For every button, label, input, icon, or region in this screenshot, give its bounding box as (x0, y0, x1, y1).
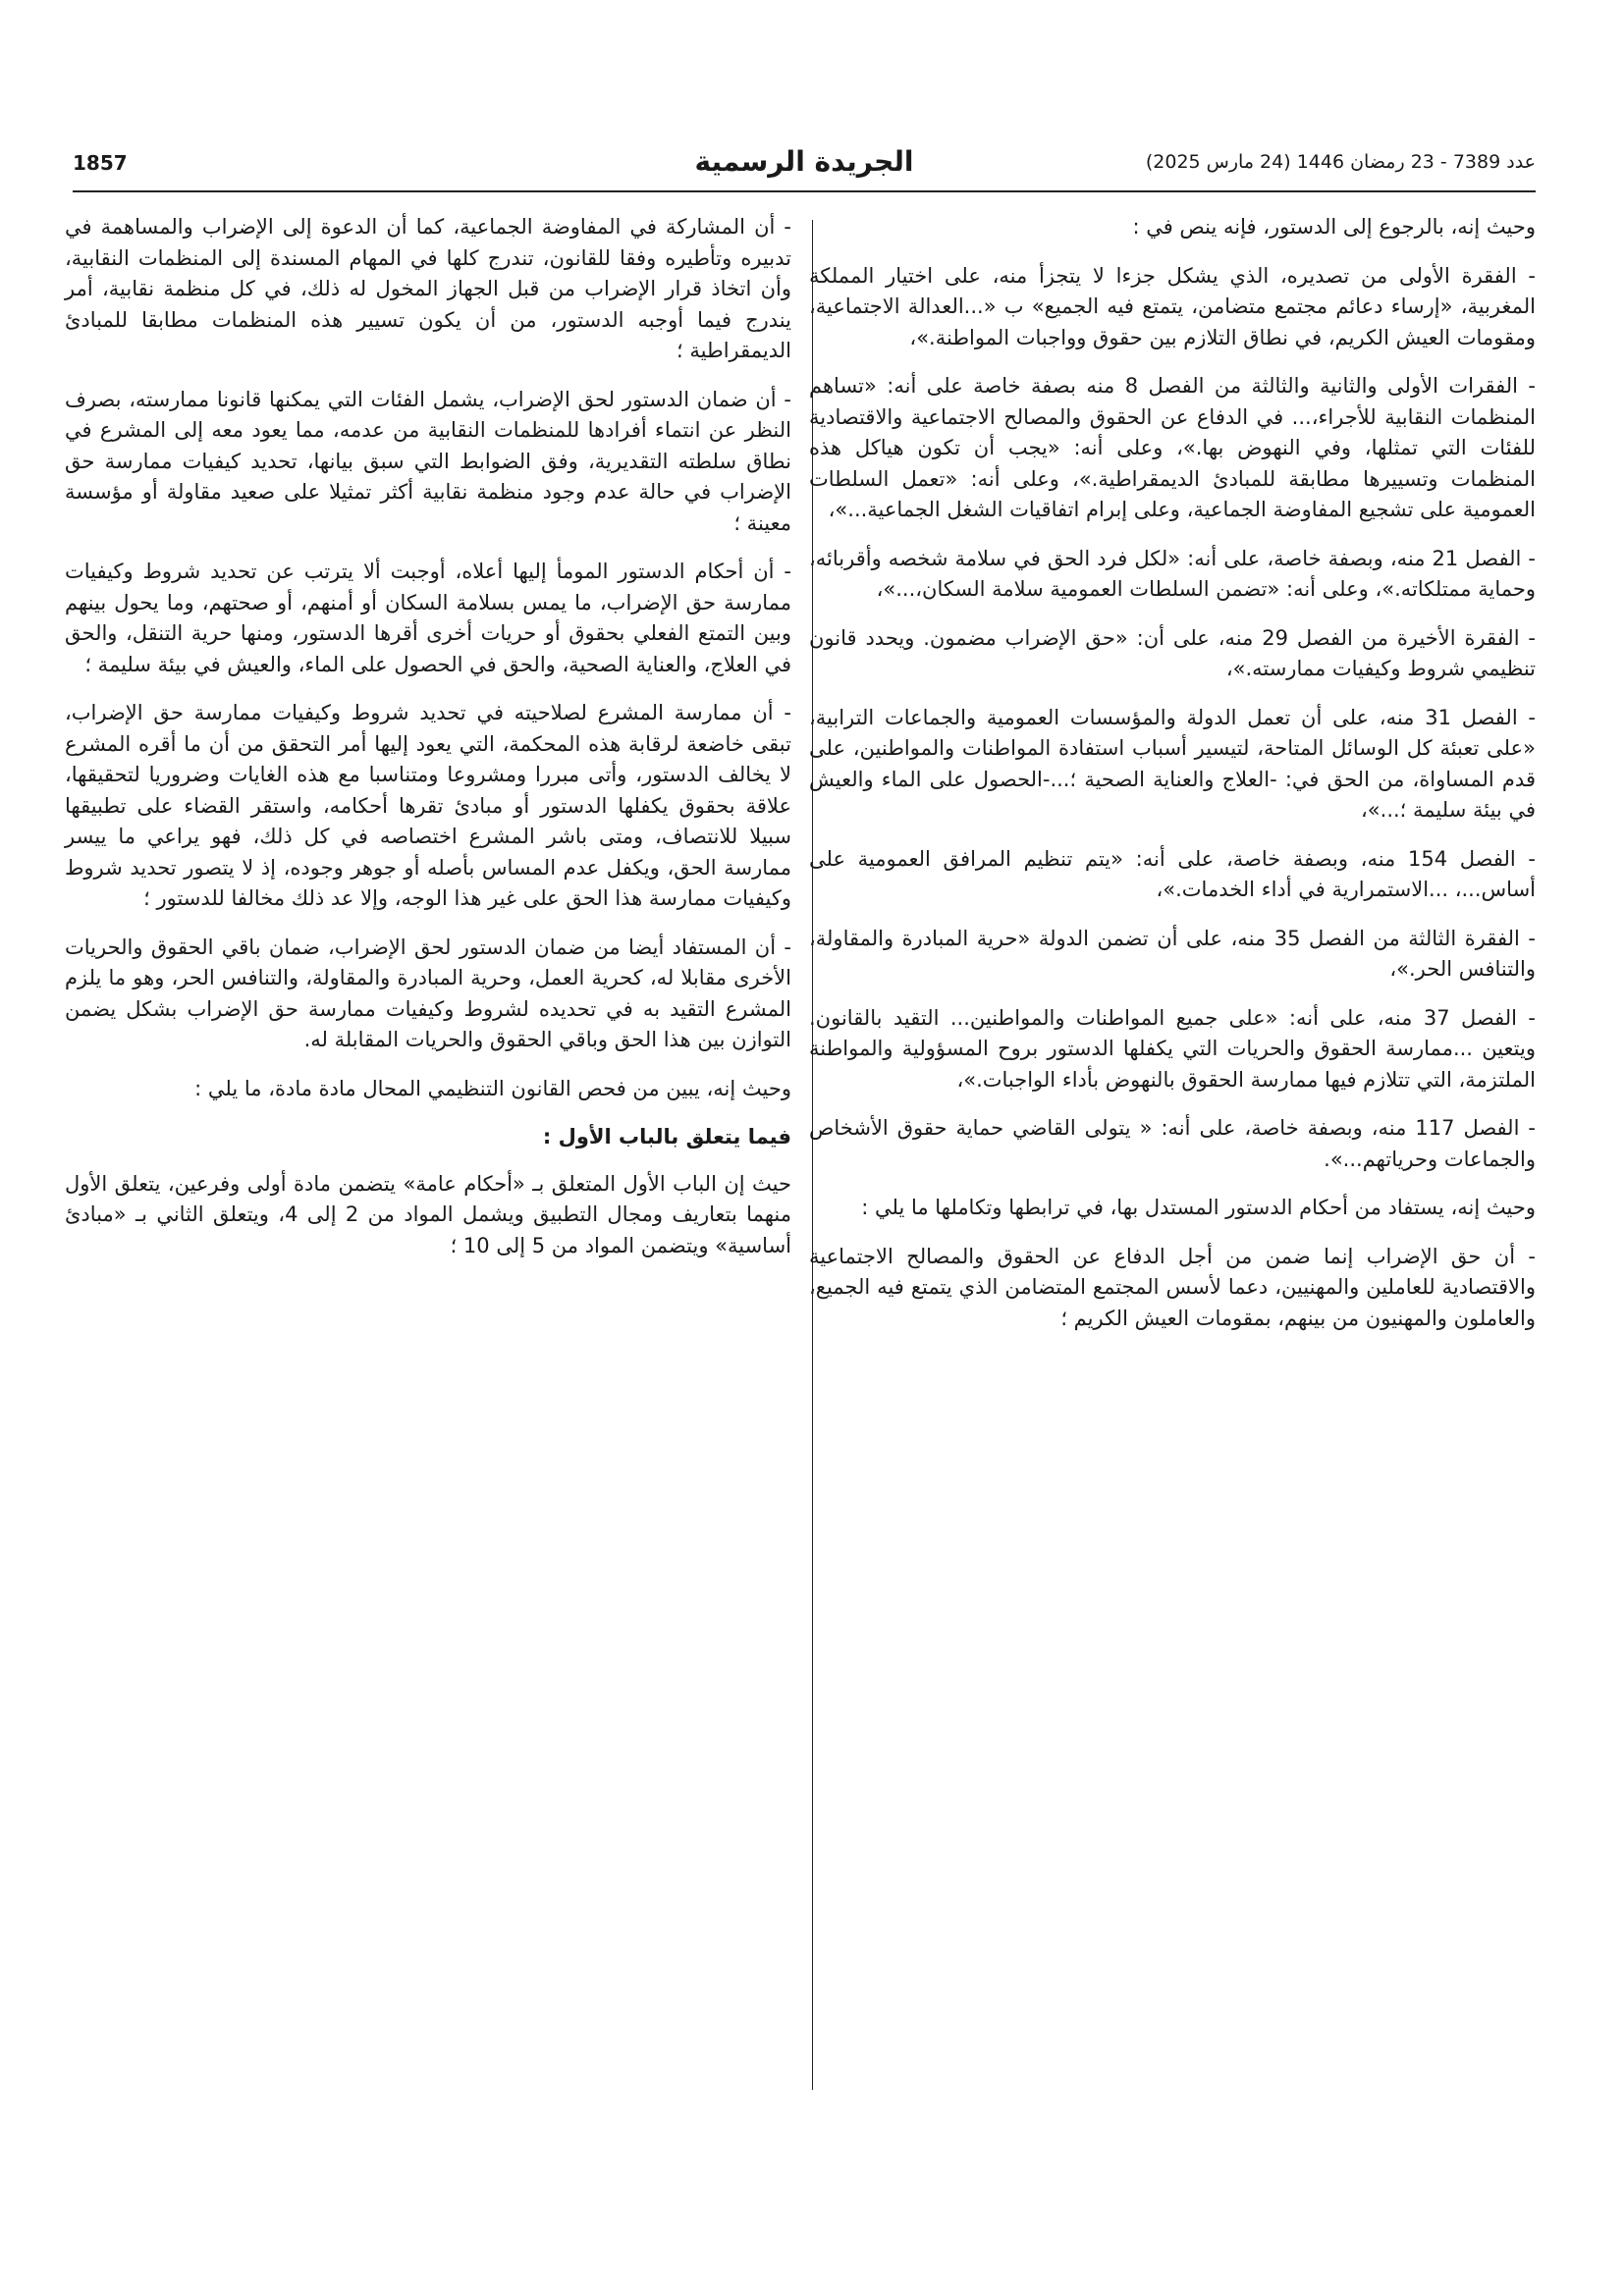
page-number: 1857 (73, 151, 128, 175)
list-item: - الفقرة الأخيرة من الفصل 29 منه، على أن: «حق الإضراب مضمون. ويحدد قانون تنظيمي شروط وكيفيات ممارسته.»، (809, 625, 1536, 680)
list-item: - أن المشاركة في المفاوضة الجماعية، كما أن الدعوة إلى الإضراب والمساهمة في تدبيره وتأطيره وفقا للقانون، تندرج كلها في المهام المسندة إلى المنظمات النقابية، وأن اتخاذ قرار الإضراب من قبل الجهاز المخول له ذلك، في كل منظمة نقابية، أمر يندرج فيما أوجبه الدستور، من أن يكون تسيير هذه المنظمات مطابقا للمبادئ الديمقراطية ؛ (65, 215, 791, 362)
list-item: - أن ضمان الدستور لحق الإضراب، يشمل الفئات التي يمكنها قانونا ممارسته، بصرف النظر عن انتماء أفرادها للمنظمات النقابية من عدمه، مما يعود معه إلى المشرع في نطاق سلطته التقديرية، وفق الضوابط التي سبق بيانها، تحديد كيفيات ممارسة حق الإضراب في حالة عدم وجود منظمة نقابية أكثر تمثيلا على صعيد مقاولة أو مؤسسة معينة ؛ (65, 387, 791, 535)
paragraph: وحيث إنه، بالرجوع إلى الدستور، فإنه ينص في : (1132, 215, 1536, 239)
list-item: - الفقرة الأولى من تصديره، الذي يشكل جزءا لا يتجزأ منه، على اختيار المملكة المغربية، «إرساء دعائم مجتمع متضامن، يتمتع فيه الجميع» ب «...العدالة الاجتماعية، ومقومات العيش الكريم، في نطاق التلازم بين حقوق وواجبات المواطنة.»، (809, 263, 1536, 349)
list-item: - الفصل 37 منه، على أنه: «على جميع المواطنات والمواطنين... التقيد بالقانون. ويتعين ...ممارسة الحقوق والحريات التي يكفلها الدستور بروح المسؤولية والمواطنة الملتزمة، التي تتلازم فيها ممارسة الحقوق بالنهوض بأداء الواجبات.»، (809, 1005, 1536, 1092)
list-item: - الفصل 31 منه، على أن تعمل الدولة والمؤسسات العمومية والجماعات الترابية، «على تعبئة كل الوسائل المتاحة، لتيسير أسباب استفادة المواطنات والمواطنين، على قدم المساواة، من الحق في: -العلاج والعناية الصحية ؛...-الحصول على الماء والعيش في بيئة سليمة ؛...»، (809, 705, 1537, 822)
list-item: - أن المستفاد أيضا من ضمان الدستور لحق الإضراب، ضمان باقي الحقوق والحريات الأخرى مقابلا له، كحرية العمل، وحرية المبادرة والمقاولة، والتنافس الحر، وهو ما يلزم المشرع التقيد به في تحديده لشروط وكيفيات ممارسة حق الإضراب بشكل يضمن التوازن بين هذا الحق وباقي الحقوق والحريات المقابلة له. (65, 934, 791, 1051)
paragraph: حيث إن الباب الأول المتعلق بـ «أحكام عامة» يتضمن مادة أولى وفرعين، يتعلق الأول منهما بتعاريف ومجال التطبيق ويشمل المواد من 2 إلى 4، ويتعلق الثاني بـ «مبادئ أساسية» ويتضمن المواد من 5 إلى 10 ؛ (65, 1171, 791, 1257)
section-heading: فيما يتعلق بالباب الأول : (542, 1125, 791, 1148)
list-item: - الفقرة الثالثة من الفصل 35 منه، على أن تضمن الدولة «حرية المبادرة والمقاولة، والتنافس الحر.»، (809, 926, 1536, 981)
list-item: - أن ممارسة المشرع لصلاحيته في تحديد شروط وكيفيات ممارسة حق الإضراب، تبقى خاضعة لرقابة هذه المحكمة، التي يعود إليها أمر التحقق من أن ما أقره المشرع لا يخالف الدستور، وأتى مبررا ومشروعا ومتناسبا مع هذه الغايات وضروريا لتحقيقها، علاقة بحقوق يكفلها الدستور أو مبادئ تقرها أحكامه، واستقر القضاء على تطبيقها سبيلا للانتصاف، ومتى باشر المشرع اختصاصه في كل ذلك، فهو يراعي ما ييسر ممارسة الحق، ويكفل عدم المساس بأصله أو جوهر وجوده، إذ لا يتصور تحديد شروط وكيفيات ممارسة هذا الحق على غير هذا الوجه، وإلا عد ذلك مخالفا للدستور ؛ (65, 701, 791, 910)
issue-info: عدد 7389 - 23 رمضان 1446 (24 مارس 2025) (1145, 151, 1536, 173)
list-item: - أن حق الإضراب إنما ضمن من أجل الدفاع عن الحقوق والمصالح الاجتماعية والاقتصادية للعاملين والمهنيين، دعما لأسس المجتمع المتضامن الذي يتمتع فيه الجميع، والعاملون والمهنيون من بينهم، بمقومات العيش الكريم ؛ (809, 1244, 1536, 1330)
list-item: - أن أحكام الدستور المومأ إليها أعلاه، أوجبت ألا يترتب عن تحديد شروط وكيفيات ممارسة حق الإضراب، ما يمس بسلامة السكان أو أمنهم، أو صحتهم، وما يحول بينهم وبين التمتع الفعلي بحقوق أو حريات أخرى أقرها الدستور، ومنها حرية التنقل، والحق في العلاج، والعناية الصحية، والحق في الحصول على الماء، والعيش في بيئة سليمة ؛ (65, 560, 791, 676)
list-item: - الفصل 154 منه، وبصفة خاصة، على أنه: «يتم تنظيم المرافق العمومية على أساس...، ...الاستمرارية في أداء الخدمات.»، (809, 846, 1536, 901)
paragraph: وحيث إنه، يستفاد من أحكام الدستور المستدل بها، في ترابطها وتكاملها ما يلي : (861, 1196, 1536, 1219)
list-item: - الفقرات الأولى والثانية والثالثة من الفصل 8 منه بصفة خاصة على أنه: «تساهم المنظمات النقابية للأجراء،... في الدفاع عن الحقوق والمصالح الاجتماعية والاقتصادية للفئات التي تمثلها، وفي النهوض بها.»، وعلى أنه: «يجب أن تكون هياكل هذه المنظمات وتسييرها مطابقة للمبادئ الديمقراطية.»، وعلى أنه: «تعمل السلطات العمومية على تشجيع المفاوضة الجماعية، وعلى إبرام اتفاقيات الشغل الجماعية...»، (809, 374, 1536, 521)
gazette-title: الجريدة الرسمية (694, 145, 914, 178)
right-column (809, 212, 1536, 1352)
left-column (65, 212, 791, 1279)
list-item: - الفصل 117 منه، وبصفة خاصة، على أنه: « يتولى القاضي حماية حقوق الأشخاص والجماعات وحرياتهم...». (809, 1116, 1536, 1171)
page-header (73, 145, 1536, 187)
paragraph: وحيث إنه، يبين من فحص القانون التنظيمي المحال مادة مادة، ما يلي : (194, 1076, 791, 1100)
header-rule (73, 190, 1536, 192)
list-item: - الفصل 21 منه، وبصفة خاصة، على أنه: «لكل فرد الحق في سلامة شخصه وأقربائه، وحماية ممتلكاته.»، وعلى أنه: «تضمن السلطات العمومية سلامة السكان،...»، (809, 546, 1536, 601)
